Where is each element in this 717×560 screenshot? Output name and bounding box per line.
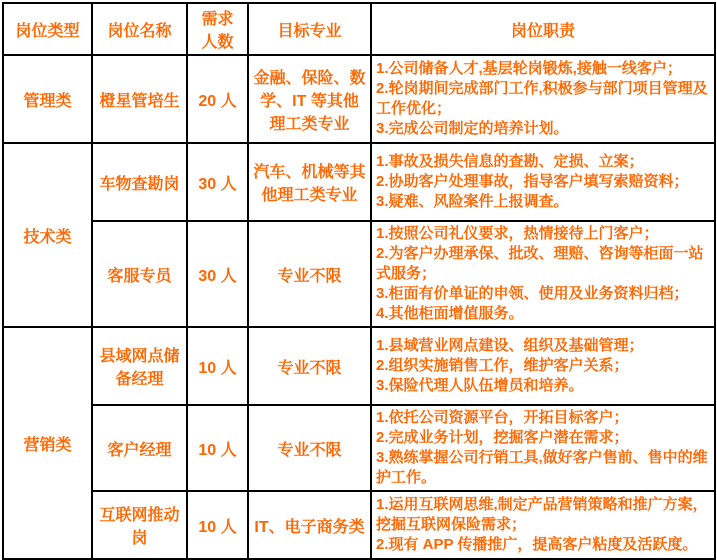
duty-item: 2.为客户办理承保、批改、理赔、咨询等柜面一站式服务； [376,245,704,282]
duty-item: 1.县域营业网点建设、组织及基础管理； [376,337,644,354]
headcount: 10 人 [187,327,248,405]
target-major: 金融、保险、数学、IT 等其他理工类专业 [248,55,371,143]
headcount: 20 人 [187,55,248,143]
position-name: 车物查勘岗 [92,143,187,221]
responsibilities [371,221,715,327]
job-positions-table [2,2,716,560]
duty-item: 1.依托公司资源平台，开拓目标客户； [376,409,629,426]
category-marketing: 营销类 [3,327,92,559]
position-name: 橙星管培生 [92,55,187,143]
header-responsibilities: 岗位职责 [371,3,715,55]
target-major: IT、电子商务类 [248,491,371,559]
headcount: 30 人 [187,143,248,221]
responsibilities [371,491,715,559]
table-row [3,327,715,405]
duty-item: 2.协助客户处理事故，指导客户填写索赔资料； [376,173,689,190]
duty-item: 2.现有 APP 传播推广，提高客户粘度及活跃度。 [376,536,698,553]
position-name: 客服专员 [92,221,187,327]
header-row [3,3,715,55]
table-row [3,221,715,327]
duty-item: 1.公司储备人才,基层轮岗锻炼,接触一线客户； [376,60,682,77]
responsibilities [371,55,715,143]
table-row [3,491,715,559]
position-name: 客户经理 [92,405,187,491]
header-position-name: 岗位名称 [92,3,187,55]
duty-item: 3.完成公司制定的培养计划。 [376,120,569,137]
headcount: 10 人 [187,405,248,491]
duty-item: 4.其他柜面增值服务。 [376,305,524,322]
headcount: 30 人 [187,221,248,327]
position-name: 县域网点储备经理 [92,327,187,405]
target-major: 汽车、机械等其他理工类专业 [248,143,371,221]
duty-item: 2.组织实施销售工作，维护客户关系； [376,357,629,374]
target-major: 专业不限 [248,327,371,405]
responsibilities [371,405,715,491]
position-name: 互联网推动岗 [92,491,187,559]
table-row [3,405,715,491]
category-technical: 技术类 [3,143,92,327]
responsibilities [371,143,715,221]
duty-item: 3.保险代理人队伍增员和培养。 [376,377,584,394]
duty-item: 2.轮岗期间完成部门工作,积极参与部门项目管理及工作优化； [376,80,708,117]
duty-item: 2.完成业务计划，挖掘客户潜在需求； [376,429,629,446]
headcount: 10 人 [187,491,248,559]
category-management: 管理类 [3,55,92,143]
duty-item: 1.事故及损失信息的查勘、定损、立案； [376,153,644,170]
responsibilities [371,327,715,405]
duty-item: 1.运用互联网思维,制定产品营销策略和推广方案，挖掘互联网保险需求； [376,496,708,533]
header-target-major: 目标专业 [248,3,371,55]
duty-item: 1.按照公司礼仪要求，热情接待上门客户； [376,225,659,242]
table-row [3,143,715,221]
header-headcount: 需求人数 [187,3,248,55]
header-position-type: 岗位类型 [3,3,92,55]
duty-item: 3.熟练掌握公司行销工具,做好客户售前、售中的维护工作。 [376,449,708,486]
duty-item: 3.柜面有价单证的申领、使用及业务资料归档； [376,285,689,302]
duty-item: 3.疑难、风险案件上报调查。 [376,193,569,210]
table-row [3,55,715,143]
target-major: 专业不限 [248,221,371,327]
target-major: 专业不限 [248,405,371,491]
